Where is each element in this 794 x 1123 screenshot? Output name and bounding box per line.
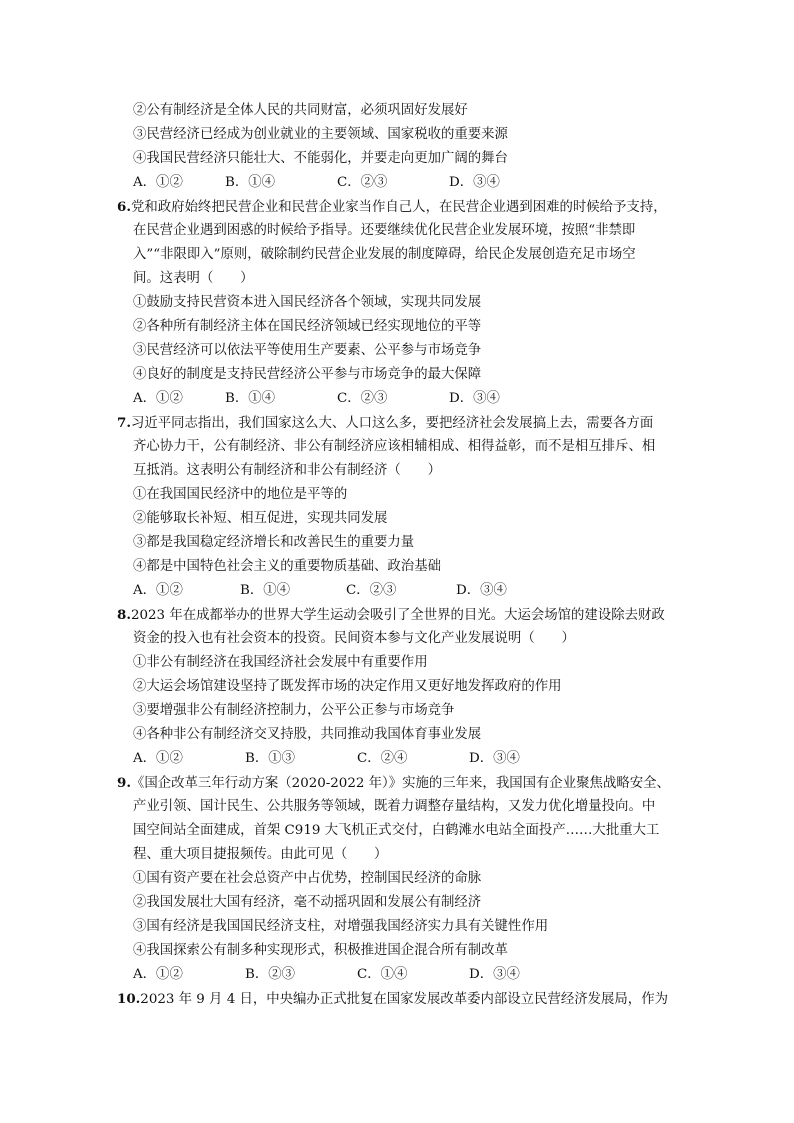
q10-number: 10. <box>117 991 141 1007</box>
q7-statement-1: ①在我国国民经济中的地位是平等的 <box>133 487 348 502</box>
q9-statement-2: ②我国发展壮大国有经济，毫不动摇巩固和发展公有制经济 <box>133 895 482 910</box>
q8-statement-1: ①非公有制经济在我国经济社会发展中有重要作用 <box>133 655 428 670</box>
q7-stem-line-2: 齐心协力干，公有制经济、非公有制经济应该相辅相成、相得益彰，而不是相互排斥、相 <box>133 439 656 454</box>
q9-stem-line-1: 9.《国企改革三年行动方案（2020-2022 年）》实施的三年来，我国国有企业聚焦战略安全、 <box>117 775 670 791</box>
q8-number: 8. <box>117 607 131 623</box>
q6-stem-line-3: 入”“非限即入”原则，破除制约民营企业发展的制度障碍，给民企发展创造充足市场空 <box>133 247 636 262</box>
q8-option-d: D．③④ <box>469 751 520 766</box>
q5-option-a: A．①② <box>133 175 183 190</box>
q9-number: 9. <box>117 775 131 791</box>
q5-statement-4: ④我国民营经济只能壮大、不能弱化，并要走向更加广阔的舞台 <box>133 151 508 166</box>
q7-stem-line-1: 7.习近平同志指出，我们国家这么大、人口这么多，要把经济社会发展搞上去，需要各方面 <box>117 415 654 431</box>
q9-option-d: D．③④ <box>469 967 520 982</box>
q8-option-a: A．①② <box>133 751 183 766</box>
q6-option-a: A．①② <box>133 391 183 406</box>
q9-stem-line-4: 程、重大项目捷报频传。由此可见（ ） <box>133 847 388 862</box>
q7-option-d: D．③④ <box>456 583 507 598</box>
q6-stem-line-2: 在民营企业遇到困惑的时候给予指导。还要继续优化民营企业发展环境，按照“非禁即 <box>133 223 636 238</box>
q9-statement-4: ④我国探索公有制多种实现形式，积极推进国企混合所有制改革 <box>133 943 508 958</box>
q8-statement-2: ②大运会场馆建设坚持了既发挥市场的决定作用又更好地发挥政府的作用 <box>133 679 562 694</box>
q6-number: 6. <box>117 199 131 215</box>
q5-option-b: B．①④ <box>225 175 276 190</box>
q8-option-b: B．①③ <box>245 751 296 766</box>
q7-statement-2: ②能够取长补短、相互促进，实现共同发展 <box>133 511 388 526</box>
q5-statement-3: ③民营经济已经成为创业就业的主要领域、国家税收的重要来源 <box>133 127 508 142</box>
q9-stem-line-3: 国空间站全面建成，首架 C919 大飞机正式交付，白鹤滩水电站全面投产……大批重大工 <box>133 823 660 838</box>
q7-option-a: A．①② <box>133 583 183 598</box>
q6-statement-1: ①鼓励支持民营资本进入国民经济各个领域，实现共同发展 <box>133 295 482 310</box>
q6-option-d: D．③④ <box>449 391 500 406</box>
q10-stem-line-1: 10.2023 年 9 月 4 日，中央编办正式批复在国家发展改革委内部设立民营经济发展局，作为 <box>117 991 668 1007</box>
q7-statement-3: ③都是我国稳定经济增长和改善民生的重要力量 <box>133 535 415 550</box>
q7-number: 7. <box>117 415 131 431</box>
q6-stem-line-4: 间。这表明（ ） <box>133 271 254 286</box>
q5-statement-2: ②公有制经济是全体人民的共同财富，必须巩固好发展好 <box>133 103 468 118</box>
q6-statement-4: ④良好的制度是支持民营经济公平参与市场竞争的最大保障 <box>133 367 482 382</box>
q6-option-b: B．①④ <box>225 391 276 406</box>
q7-option-b: B．①④ <box>240 583 291 598</box>
q7-statement-4: ④都是中国特色社会主义的重要物质基础、政治基础 <box>133 559 441 574</box>
q6-statement-3: ③民营经济可以依法平等使用生产要素、公平参与市场竞争 <box>133 343 482 358</box>
q8-statement-3: ③要增强非公有制经济控制力，公平公正参与市场竞争 <box>133 703 455 718</box>
q9-option-c: C．①④ <box>357 967 408 982</box>
q9-statement-1: ①国有资产要在社会总资产中占优势，控制国民经济的命脉 <box>133 871 482 886</box>
q8-stem-line-2: 资金的投入也有社会资本的投资。民间资本参与文化产业发展说明（ ） <box>133 631 575 646</box>
q9-stem-line-2: 产业引领、国计民生、公共服务等领域，既着力调整存量结构，又发力优化增量投向。中 <box>133 799 656 814</box>
q7-stem-line-3: 互抵消。这表明公有制经济和非公有制经济（ ） <box>133 463 441 478</box>
q9-option-a: A．①② <box>133 967 183 982</box>
q5-option-c: C．②③ <box>337 175 388 190</box>
q8-stem-line-1: 8.2023 年在成都举办的世界大学生运动会吸引了全世界的目光。大运会场馆的建设除去财政 <box>117 607 665 623</box>
q6-option-c: C．②③ <box>337 391 388 406</box>
q9-option-b: B．②③ <box>245 967 296 982</box>
q5-option-d: D．③④ <box>449 175 500 190</box>
q8-option-c: C．②④ <box>357 751 408 766</box>
q9-statement-3: ③国有经济是我国国民经济支柱，对增强我国经济实力具有关键性作用 <box>133 919 549 934</box>
q8-statement-4: ④各种非公有制经济交叉持股，共同推动我国体育事业发展 <box>133 727 482 742</box>
q7-option-c: C．②③ <box>346 583 397 598</box>
q6-statement-2: ②各种所有制经济主体在国民经济领域已经实现地位的平等 <box>133 319 482 334</box>
q6-stem-line-1: 6.党和政府始终把民营企业和民营企业家当作自己人，在民营企业遇到困难的时候给予支持， <box>117 199 667 215</box>
